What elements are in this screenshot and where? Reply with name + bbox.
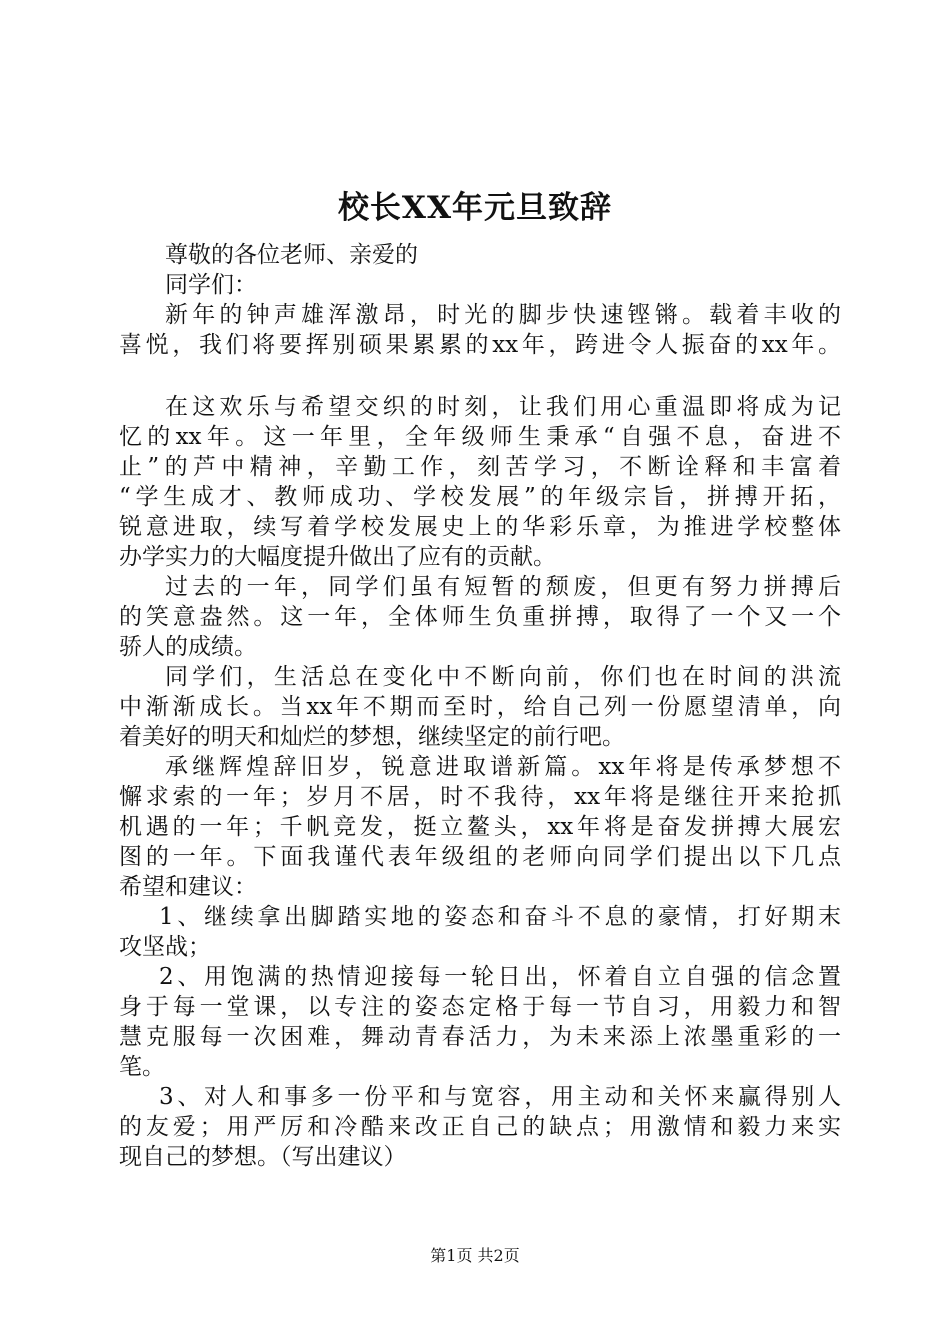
text-line: 同学们，生活总在变化中不断向前，你们也在时间的洪流	[165, 664, 841, 690]
text-line: 身于每一堂课，以专注的姿态定格于每一节自习，用毅力和智	[119, 994, 841, 1020]
text-line: 3、对人和事多一份平和与宽容，用主动和关怀来赢得别人	[159, 1084, 841, 1110]
text-line: 的笑意盎然。这一年，全体师生负重拼搏，取得了一个又一个	[119, 604, 841, 630]
text-line: 现自己的梦想。（写出建议）	[119, 1144, 407, 1170]
page-footer: 第1页 共2页	[430, 1246, 520, 1265]
text-line: 慧克服每一次困难，舞动青春活力，为未来添上浓墨重彩的一	[119, 1024, 841, 1050]
text-line: 同学们：	[165, 272, 257, 298]
text-line: 骄人的成绩。	[119, 634, 257, 660]
text-line: “学生成才、教师成功、学校发展”的年级宗旨，拼搏开拓，	[119, 484, 841, 510]
text-line: 着美好的明天和灿烂的梦想，继续坚定的前行吧。	[119, 724, 625, 750]
text-line: 攻坚战；	[119, 934, 211, 960]
text-line: 图的一年。下面我谨代表年级组的老师向同学们提出以下几点	[119, 844, 841, 870]
text-line: 尊敬的各位老师、亲爱的	[165, 242, 418, 268]
text-line: 办学实力的大幅度提升做出了应有的贡献。	[119, 544, 556, 570]
text-line: 笔。	[119, 1054, 165, 1080]
text-line: 锐意进取，续写着学校发展史上的华彩乐章，为推进学校整体	[119, 514, 841, 540]
text-line: 希望和建议：	[119, 874, 257, 900]
text-line: 懈求索的一年；岁月不居，时不我待，xx年将是继往开来抢抓	[119, 784, 841, 810]
document-title: 校长XX年元旦致辞	[337, 190, 613, 226]
text-line: 忆的xx年。这一年里，全年级师生秉承“自强不息，奋进不	[119, 424, 841, 450]
text-line: 2、用饱满的热情迎接每一轮日出，怀着自立自强的信念置	[159, 964, 841, 990]
text-line: 过去的一年，同学们虽有短暂的颓废，但更有努力拼搏后	[165, 574, 841, 600]
text-line: 新年的钟声雄浑激昂，时光的脚步快速铿锵。载着丰收的	[165, 302, 841, 328]
text-line: 喜悦，我们将要挥别硕果累累的xx年，跨进令人振奋的xx年。	[119, 332, 841, 358]
text-line: 止”的芦中精神，辛勤工作，刻苦学习，不断诠释和丰富着	[119, 454, 841, 480]
text-line: 中渐渐成长。当xx年不期而至时，给自己列一份愿望清单，向	[119, 694, 841, 720]
text-line: 的友爱；用严厉和冷酷来改正自己的缺点；用激情和毅力来实	[119, 1114, 841, 1140]
text-line: 1、继续拿出脚踏实地的姿态和奋斗不息的豪情，打好期末	[159, 904, 841, 930]
text-line: 承继辉煌辞旧岁，锐意进取谱新篇。xx年将是传承梦想不	[165, 754, 841, 780]
text-line: 在这欢乐与希望交织的时刻，让我们用心重温即将成为记	[165, 394, 841, 420]
text-line: 机遇的一年；千帆竞发，挺立鳌头，xx年将是奋发拼搏大展宏	[119, 814, 841, 840]
